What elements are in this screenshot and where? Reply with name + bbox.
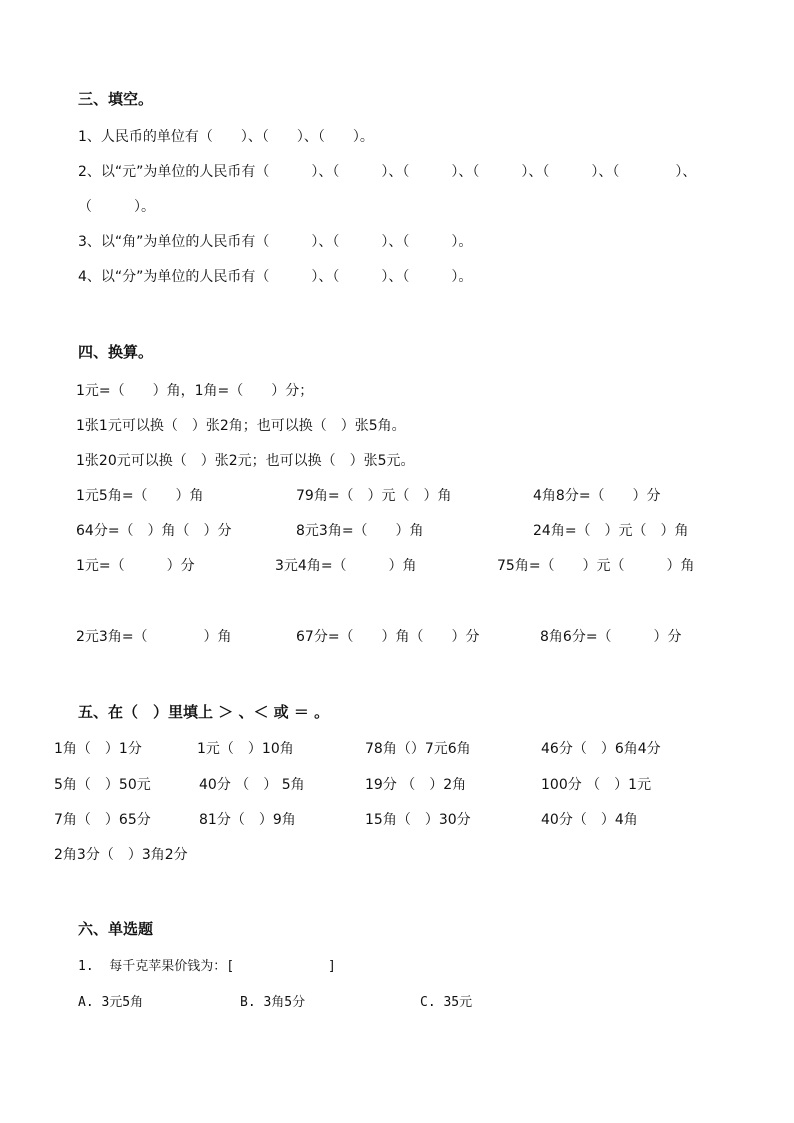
choice-option-c: C. 35元 bbox=[420, 995, 473, 1010]
conversion-item: 8元3角=（ ）角 bbox=[296, 523, 424, 539]
conversion-item: 79角=（ ）元（ ）角 bbox=[296, 488, 452, 504]
section-5-title: 五、在（ ）里填上 ＞ 、＜ 或 ＝ 。 bbox=[78, 703, 330, 721]
conversion-item: 64分=（ ）角（ ）分 bbox=[76, 523, 232, 539]
conversion-item: 1元5角=（ ）角 bbox=[76, 488, 204, 504]
choice-option-a: A. 3元5角 bbox=[78, 995, 144, 1010]
conversion-item: 3元4角=（ ）角 bbox=[275, 558, 417, 574]
fill-question-4: 4、以“分”为单位的人民币有（ ）、（ ）、（ ）。 bbox=[78, 269, 473, 285]
compare-item: 81分（ ）9角 bbox=[199, 812, 296, 828]
compare-item: 5角（ ）50元 bbox=[54, 777, 151, 793]
conversion-item: 1元=（ ）分 bbox=[76, 558, 195, 574]
compare-item: 19分 （ ）2角 bbox=[365, 777, 467, 793]
conversion-line-3: 1张20元可以换（ ）张2元；也可以换（ ）张5元。 bbox=[76, 453, 415, 469]
section-3-title: 三、填空。 bbox=[78, 90, 154, 108]
conversion-item: 4角8分=（ ）分 bbox=[533, 488, 661, 504]
conversion-item: 24角=（ ）元（ ）角 bbox=[533, 523, 689, 539]
compare-item: 100分 （ ）1元 bbox=[541, 777, 652, 793]
compare-item: 15角（ ）30分 bbox=[365, 812, 471, 828]
fill-question-2-line-1: 2、以“元”为单位的人民币有（ ）、（ ）、（ ）、（ ）、（ ）、（ ）、 bbox=[78, 164, 697, 180]
conversion-item: 8角6分=（ ）分 bbox=[540, 629, 682, 645]
choice-question-1: 1. 每千克苹果价钱为：[ ] bbox=[78, 959, 336, 974]
conversion-item: 2元3角=（ ）角 bbox=[76, 629, 232, 645]
compare-item: 1元（ ）10角 bbox=[197, 741, 294, 757]
section-4-title: 四、换算。 bbox=[78, 343, 154, 361]
compare-item: 2角3分（ ）3角2分 bbox=[54, 847, 188, 863]
compare-item: 7角（ ）65分 bbox=[54, 812, 151, 828]
section-6-title: 六、单选题 bbox=[78, 920, 154, 938]
conversion-item: 67分=（ ）角（ ）分 bbox=[296, 629, 480, 645]
compare-item: 40分 （ ） 5角 bbox=[199, 777, 305, 793]
compare-item: 46分（ ）6角4分 bbox=[541, 741, 661, 757]
fill-question-1: 1、人民币的单位有（ ）、（ ）、（ ）。 bbox=[78, 129, 374, 145]
fill-question-2-line-2: （ ）。 bbox=[78, 199, 155, 215]
compare-item: 1角（ ）1分 bbox=[54, 741, 142, 757]
conversion-line-2: 1张1元可以换（ ）张2角；也可以换（ ）张5角。 bbox=[76, 418, 406, 434]
choice-option-b: B. 3角5分 bbox=[240, 995, 306, 1010]
compare-item: 40分（ ）4角 bbox=[541, 812, 638, 828]
fill-question-3: 3、以“角”为单位的人民币有（ ）、（ ）、（ ）。 bbox=[78, 234, 473, 250]
compare-item: 78角（）7元6角 bbox=[365, 741, 471, 757]
conversion-item: 75角=（ ）元（ ）角 bbox=[497, 558, 695, 574]
conversion-line-1: 1元=（ ）角，1角=（ ）分； bbox=[76, 383, 314, 399]
